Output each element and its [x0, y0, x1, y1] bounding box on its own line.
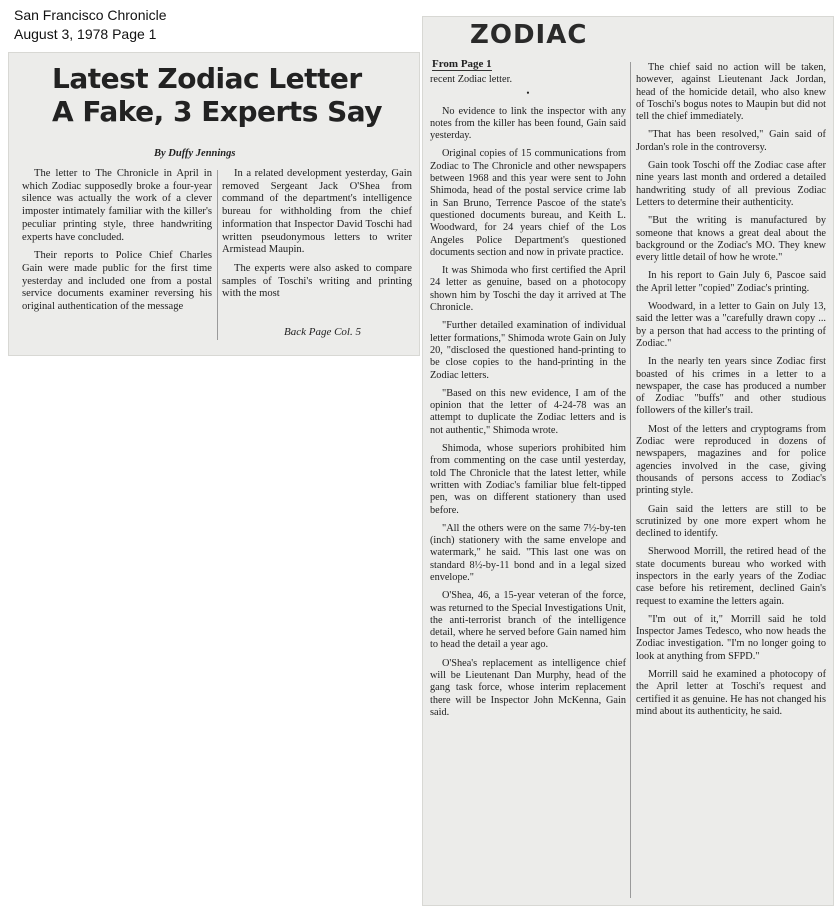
paragraph: Sherwood Morrill, the retired head of the state documents bureau who worked with inspectors in the early years of the Zodiac case before his retirement, declined Gain's request to examine the letters again. [636, 546, 826, 607]
paragraph: No evidence to link the inspector with any notes from the killer has been found, Gain said yesterday. [430, 105, 626, 142]
caption-publication: San Francisco Chronicle [14, 7, 167, 23]
from-page-label: From Page 1 [432, 58, 492, 70]
paragraph: In a related development yesterday, Gain removed Sergeant Jack O'Shea from command of the department's intelligence bureau for withholding from the chief information that Inspector David Toschi had written pseudonymous letters to writer Armistead Maupin. [222, 168, 412, 256]
paragraph: Woodward, in a letter to Gain on July 13, said the letter was a "carefully drawn copy ... by a person that had access to the printing of Zodiac." [636, 301, 826, 349]
paragraph: Their reports to Police Chief Charles Gain were made public for the first time yesterday and included one from a postal service documents examiner reversing his original authentication of the message [22, 250, 212, 313]
column-rule [217, 170, 218, 340]
paragraph: "That has been resolved," Gain said of Jordan's role in the controversy. [636, 129, 826, 153]
paragraph: Shimoda, whose superiors prohibited him from commenting on the case until yesterday, told The Chronicle that the latest letter, while written with Zodiac's familiar blue felt-tipped pen, was on different stationery than used before. [430, 443, 626, 516]
paragraph: In the nearly ten years since Zodiac first boasted of his crimes in a letter to a newspaper, the case has produced a number of Zodiac "buffs" and other studious followers of the killer's trail. [636, 356, 826, 417]
front-column-2 [222, 168, 412, 307]
paragraph: In his report to Gain July 6, Pascoe said the April letter "copied" Zodiac's printing. [636, 270, 826, 294]
caption-date: August 3, 1978 Page 1 [14, 26, 157, 42]
paragraph: recent Zodiac letter. [430, 74, 513, 85]
headline [52, 62, 382, 128]
continuation-clipping [422, 16, 834, 906]
byline: By Duffy Jennings [154, 148, 236, 159]
paragraph: Gain said the letters are still to be scrutinized by one more expert whom he declined to identify. [636, 503, 826, 540]
paragraph: The letter to The Chronicle in April in which Zodiac supposedly broke a four-year silence was actually the work of a clever imposter intimately familiar with the killer's peculiar printing style, three handwriting experts have concluded. [22, 168, 212, 243]
headline-line-1: Latest Zodiac Letter [52, 62, 362, 95]
continuation-column-1 [430, 74, 626, 725]
paragraph: "I'm out of it," Morrill said he told Inspector James Tedesco, who now heads the Zodiac investigation. "I'm no longer going to look at anything from SFPD." [636, 613, 826, 662]
jump-line: Back Page Col. 5 [284, 326, 361, 338]
section-masthead: ZODIAC [470, 20, 588, 50]
paragraph: Morrill said he examined a photocopy of the April letter at Toschi's request and certified it as genuine. He has not changed his mind about its authenticity, he said. [636, 669, 826, 717]
bullet: • [526, 88, 530, 99]
paragraph: It was Shimoda who first certified the April 24 letter as genuine, based on a photocopy shown him by Toschi the day it arrived at The Chronicle. [430, 265, 626, 314]
paragraph: "Based on this new evidence, I am of the opinion that the letter of 4-24-78 was an attempt to duplicate the Zodiac letters and is not authentic," Shimoda wrote. [430, 387, 626, 436]
headline-line-2: A Fake, 3 Experts Say [52, 95, 383, 128]
paragraph: O'Shea's replacement as intelligence chief will be Lieutenant Dan Murphy, head of the gang task force, whose interim replacement there will be Inspector John McKenna, Gain said. [430, 657, 626, 718]
front-column-1 [22, 168, 212, 320]
continuation-column-2 [636, 62, 826, 724]
paragraph: "All the others were on the same 7½-by-ten (inch) stationery with the same envelope and watermark," he said. "This last one was on standard 8½-by-11 bond and in a legal sized envelope." [430, 522, 626, 583]
paragraph: "But the writing is manufactured by someone that knows a great deal about the background or the Zodiac's MO. They knew every little detail of how he wrote." [636, 215, 826, 264]
front-page-clipping [8, 52, 420, 356]
column-rule [630, 62, 631, 898]
caption [14, 6, 167, 44]
paragraph: The chief said no action will be taken, however, against Lieutenant Jack Jordan, head of the homicide detail, who also knew of Toschi's bogus notes to Maupin but did not tell the chief immediately. [636, 62, 826, 123]
paragraph: The experts were also asked to compare samples of Toschi's writing and printing with the most [222, 262, 412, 300]
paragraph: Gain took Toschi off the Zodiac case after nine years last month and ordered a detailed handwriting study of all previous Zodiac Letters to determine their authenticity. [636, 160, 826, 208]
paragraph: O'Shea, 46, a 15-year veteran of the force, was returned to the Special Investigations Unit, the anti-terrorist branch of the intelligence detail, where he served before Gain named him to head the detail a year ago. [430, 590, 626, 651]
paragraph: Most of the letters and cryptograms from Zodiac were reproduced in dozens of newspapers, magazines and for police agencies involved in the case, giving thousands of persons access to Zodiac's printing style. [636, 423, 826, 497]
paragraph: "Further detailed examination of individual letter formations," Shimoda wrote Gain on July 20, "disclosed the questioned hand-printing to be close copies to the hand-printing in the Zodiac letters. [430, 320, 626, 381]
paragraph: Original copies of 15 communications from Zodiac to The Chronicle and other newspapers between 1968 and this year were sent to John Shimoda, head of the postal service crime lab in San Bruno, Terrence Pascoe of the state's questioned documents bureau, and Keith L. Woodward, for 24 years chief of the Los Angeles Police Department's questioned documents section and now in private practice. [430, 148, 626, 258]
